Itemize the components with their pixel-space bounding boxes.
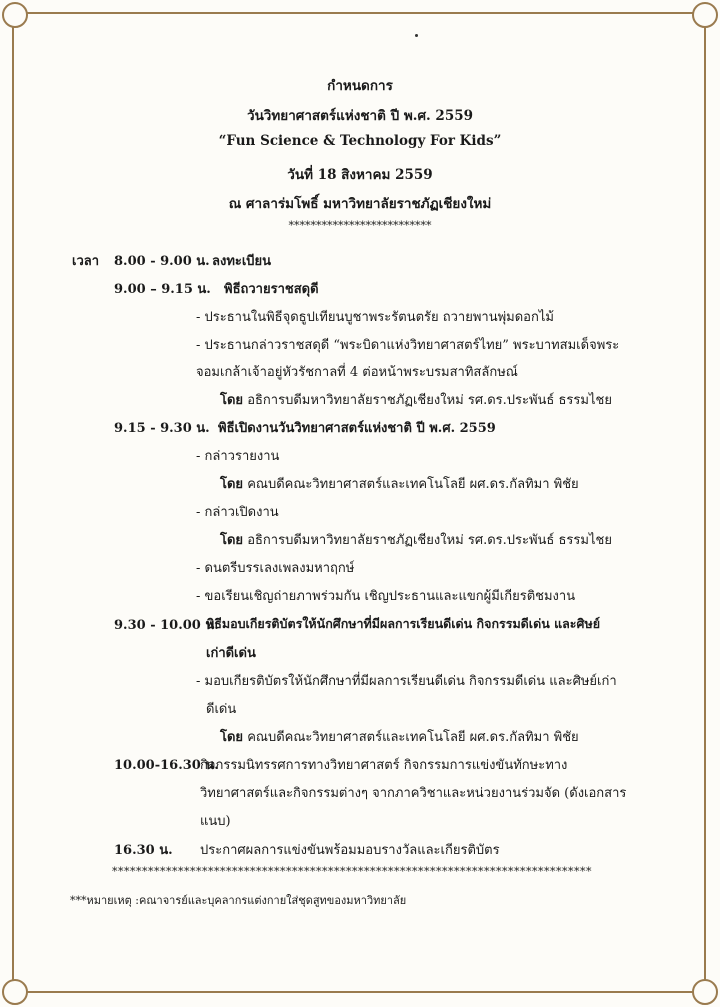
corner-ornament: [2, 979, 28, 1005]
session-item: จอมเกล้าเจ้าอยู่หัวรัชกาลที่ 4 ต่อหน้าพระบรมสาทิสลักษณ์: [196, 365, 518, 380]
session-item: ดีเด่น: [206, 702, 237, 717]
footnote: ***หมายเหตุ :คณาจารย์และบุคลากรแต่งกายใส่ชุดสูทของมหาวิทยาลัย: [70, 894, 407, 907]
header-date: วันที่ 18 สิงหาคม 2559: [287, 167, 433, 183]
session-title: เก่าดีเด่น: [206, 646, 256, 661]
session-text: แนบ): [200, 814, 231, 829]
session-text: กิจกรรมนิทรรศการทางวิทยาศาสตร์ กิจกรรมการแข่งขันทักษะทาง: [200, 758, 568, 773]
session-title: พิธีมอบเกียรติบัตรให้นักศึกษาที่มีผลการเรียนดีเด่น กิจกรรมดีเด่น และศิษย์: [206, 616, 601, 631]
by-label: โดย: [220, 393, 244, 408]
session-time: 10.00-16.30 น.: [114, 758, 219, 773]
session-time: 9.15 - 9.30 น.: [114, 421, 210, 436]
session-time: 9.30 - 10.00 น.: [114, 618, 219, 633]
session-time: 16.30 น.: [114, 843, 173, 858]
header-separator: **************************: [288, 219, 432, 232]
session-item: - ประธานในพิธีจุดธูปเทียนบูชาพระรัตนตรัย ถวายพานพุ่มดอกไม้: [196, 310, 554, 325]
presenter-name: อธิการบดีมหาวิทยาลัยราชภัฏเชียงใหม่ รศ.ดร.ประพันธ์ ธรรมไชย: [247, 533, 612, 548]
session-title: ลงทะเบียน: [212, 254, 272, 269]
by-label: โดย: [220, 730, 244, 745]
session-item: - กล่าวเปิดงาน: [196, 505, 279, 520]
presenter: [220, 389, 612, 410]
presenter-name: อธิการบดีมหาวิทยาลัยราชภัฏเชียงใหม่ รศ.ดร.ประพันธ์ ธรรมไชย: [247, 393, 612, 408]
time-label: เวลา: [72, 254, 100, 269]
session-item: - ดนตรีบรรเลงเพลงมหาฤกษ์: [196, 561, 355, 576]
by-label: โดย: [220, 533, 244, 548]
header-theme: “Fun Science & Technology For Kids”: [218, 133, 502, 149]
presenter: [220, 529, 612, 550]
session-title: พิธีเปิดงานวันวิทยาศาสตร์แห่งชาติ ปี พ.ศ. 2559: [218, 421, 496, 436]
session-text: วิทยาศาสตร์และกิจกรรมต่างๆ จากภาควิชาและหน่วยงานร่วมจัด (ดังเอกสาร: [200, 786, 627, 801]
session-item: - มอบเกียรติบัตรให้นักศึกษาที่มีผลการเรียนดีเด่น กิจกรรมดีเด่น และศิษย์เก่า: [196, 674, 617, 689]
presenter: [220, 473, 579, 494]
header-event: วันวิทยาศาสตร์แห่งชาติ ปี พ.ศ. 2559: [247, 108, 473, 124]
presenter-name: คณบดีคณะวิทยาศาสตร์และเทคโนโลยี ผศ.ดร.กัลทิมา พิชัย: [247, 730, 579, 745]
session-item: - ขอเรียนเชิญถ่ายภาพร่วมกัน เชิญประธานและแขกผู้มีเกียรติชมงาน: [196, 589, 576, 604]
footer-separator: ********************************************************************************: [112, 865, 592, 878]
presenter: [220, 726, 579, 747]
session-time: 8.00 - 9.00 น.: [114, 254, 210, 269]
header-venue: ณ ศาลาร่มโพธิ์ มหาวิทยาลัยราชภัฏเชียงใหม่: [228, 196, 492, 212]
session-text: ประกาศผลการแข่งขันพร้อมมอบรางวัลและเกียรติบัตร: [200, 843, 500, 858]
speck: [415, 34, 418, 37]
session-time: 9.00 – 9.15 น.: [114, 282, 211, 297]
session-item: - กล่าวรายงาน: [196, 449, 280, 464]
presenter-name: คณบดีคณะวิทยาศาสตร์และเทคโนโลยี ผศ.ดร.กัลทิมา พิชัย: [247, 477, 579, 492]
session-title: พิธีถวายราชสดุดี: [224, 282, 319, 297]
by-label: โดย: [220, 477, 244, 492]
session-item: - ประธานกล่าวราชสดุดี “พระบิดาแห่งวิทยาศาสตร์ไทย” พระบาทสมเด็จพระ: [196, 338, 620, 353]
corner-ornament: [692, 979, 718, 1005]
corner-ornament: [2, 2, 28, 28]
corner-ornament: [692, 2, 718, 28]
header-title: กำหนดการ: [327, 78, 393, 94]
